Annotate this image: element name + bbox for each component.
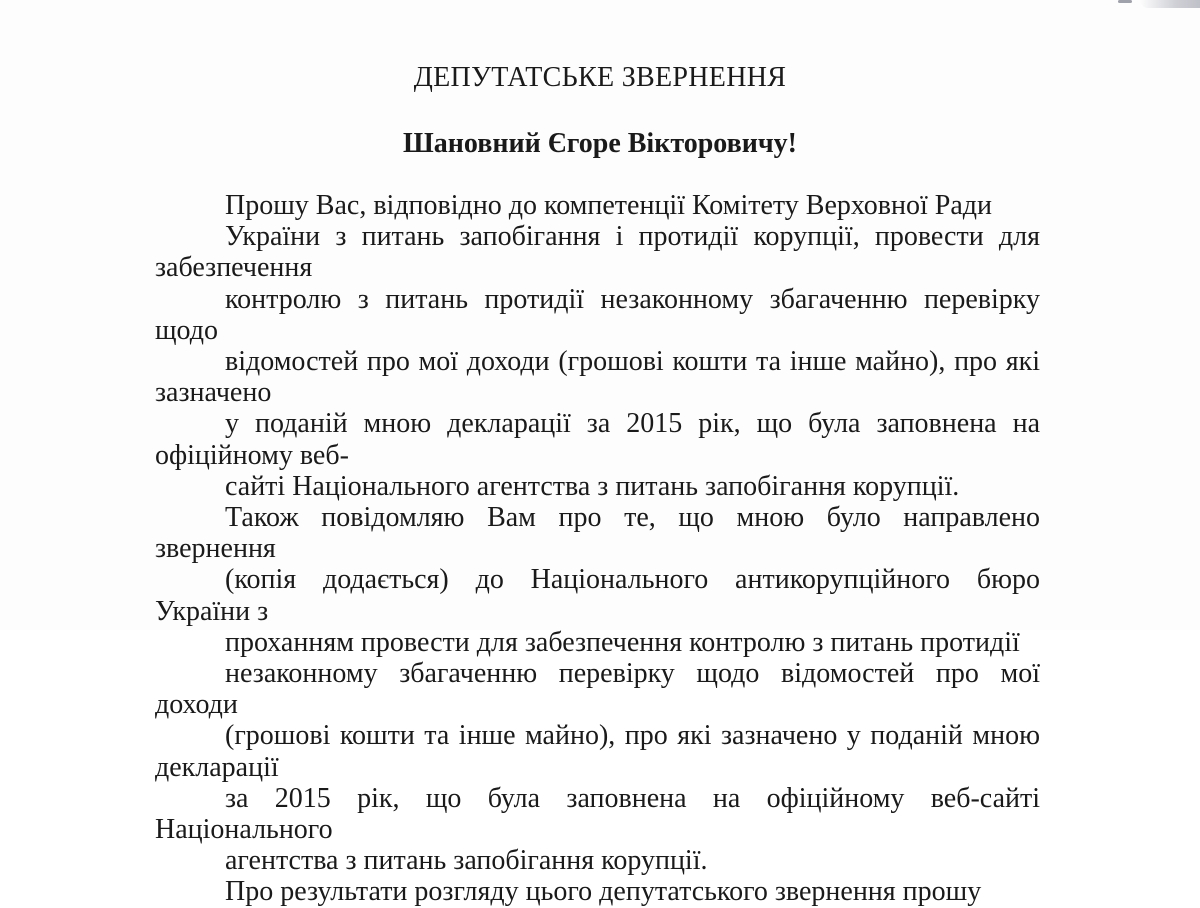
text-line: контролю з питань протидії незаконному збагаченню перевірку щодо (155, 283, 1040, 346)
text-line: відомостей про мої доходи (грошові кошти та інше майно), про які зазначено (155, 346, 1040, 409)
text-line: України з питань запобігання і протидії корупції, провести для забезпечення (155, 221, 1040, 284)
salutation: Шановний Єгоре Вікторовичу! (403, 128, 797, 159)
text-line: незаконному збагаченню перевірку щодо відомостей про мої доходи (155, 658, 1040, 721)
paragraph-results (155, 876, 1040, 907)
text-line: сайті Національного агентства з питань запобігання корупції. (225, 470, 960, 502)
document-title: ДЕПУТАТСЬКЕ ЗВЕРНЕННЯ (413, 62, 787, 93)
paragraph-notification (155, 502, 1040, 876)
text-line: за 2015 рік, що була заповнена на офіційному веб-сайті Національного (155, 782, 1040, 846)
paragraph-request (155, 190, 1040, 502)
text-line: Прошу Вас, відповідно до компетенції Комітету Верховної Ради (225, 190, 993, 221)
text-line: у поданій мною декларації за 2015 рік, що була заповнена на офіційному веб- (155, 408, 1040, 471)
document-body (155, 190, 1040, 908)
text-line: агентства з питань запобігання корупції. (225, 845, 708, 877)
text-line: (копія додається) до Національного антикорупційного бюро України з (155, 564, 1040, 627)
scan-corner-mark (1140, 0, 1200, 8)
text-line: Також повідомляю Вам про те, що мною було направлено звернення (155, 502, 1040, 565)
text-line: Про результати розгляду цього депутатського звернення прошу (225, 876, 982, 908)
text-line: (грошові кошти та інше майно), про які зазначено у поданій мною декларації (155, 720, 1040, 783)
text-line: проханням провести для забезпечення контролю з питань протидії (225, 626, 1020, 658)
